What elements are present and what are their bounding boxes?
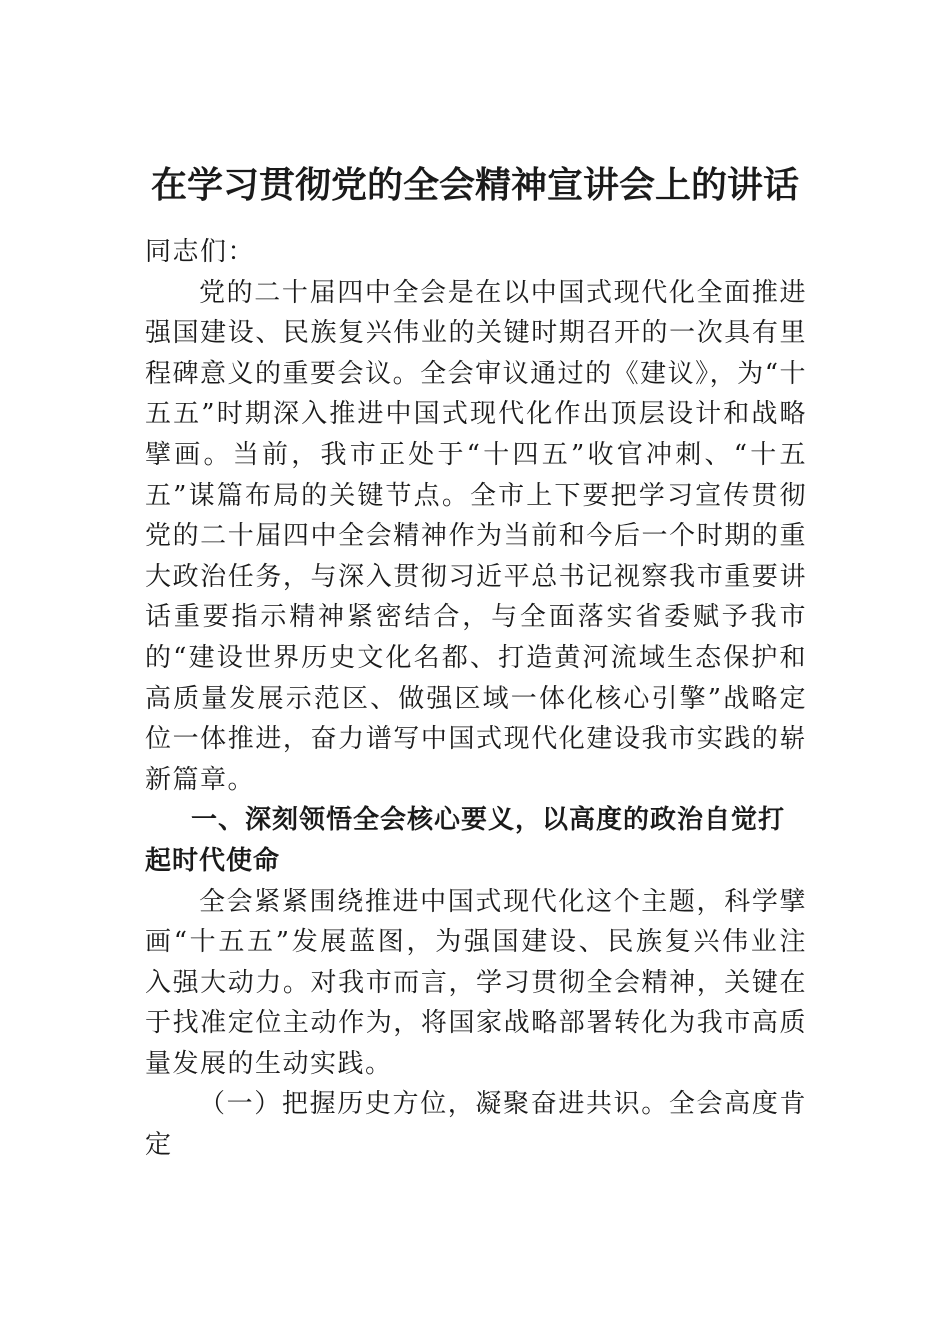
paragraph-section-1: 全会紧紧围绕推进中国式现代化这个主题，科学擘画“十五五”发展蓝图，为强国建设、民族复兴伟业注入强大动力。对我市而言，学习贯彻全会精神，关键在于找准定位主动作为，将国家战略部署转化为我市高质量发展的生动实践。 (145, 886, 807, 1079)
document-title: 在学习贯彻党的全会精神宣讲会上的讲话 (150, 164, 799, 206)
subsection-1 (145, 1084, 807, 1165)
subsection-1-text: 全会高度肯定 (145, 1089, 807, 1161)
subsection-1-lead: （一）把握历史方位，凝聚奋进共识。 (199, 1089, 669, 1120)
salutation: 同志们： (145, 237, 256, 267)
section-heading-1: 一、深刻领悟全会核心要义，以高度的政治自觉打起时代使命 (145, 805, 786, 876)
paragraph-intro: 党的二十届四中全会是在以中国式现代化全面推进强国建设、民族复兴伟业的关键时期召开的一次具有里程碑意义的重要会议。全会审议通过的《建议》，为“十五五”时期深入推进中国式现代化作出顶层设计和战略擘画。当前，我市正处于“十四五”收官冲刺、“十五五”谋篇布局的关键节点。全市上下要把学习宣传贯彻党的二十届四中全会精神作为当前和今后一个时期的重大政治任务，与深入贯彻习近平总书记视察我市重要讲话重要指示精神紧密结合，与全面落实省委赋予我市的“建设世界历史文化名都、打造黄河流域生态保护和高质量发展示范区、做强区域一体化核心引擎”战略定位一体推进，奋力谱写中国式现代化建设我市实践的崭新篇章。 (145, 277, 807, 795)
document-body (145, 232, 807, 1166)
